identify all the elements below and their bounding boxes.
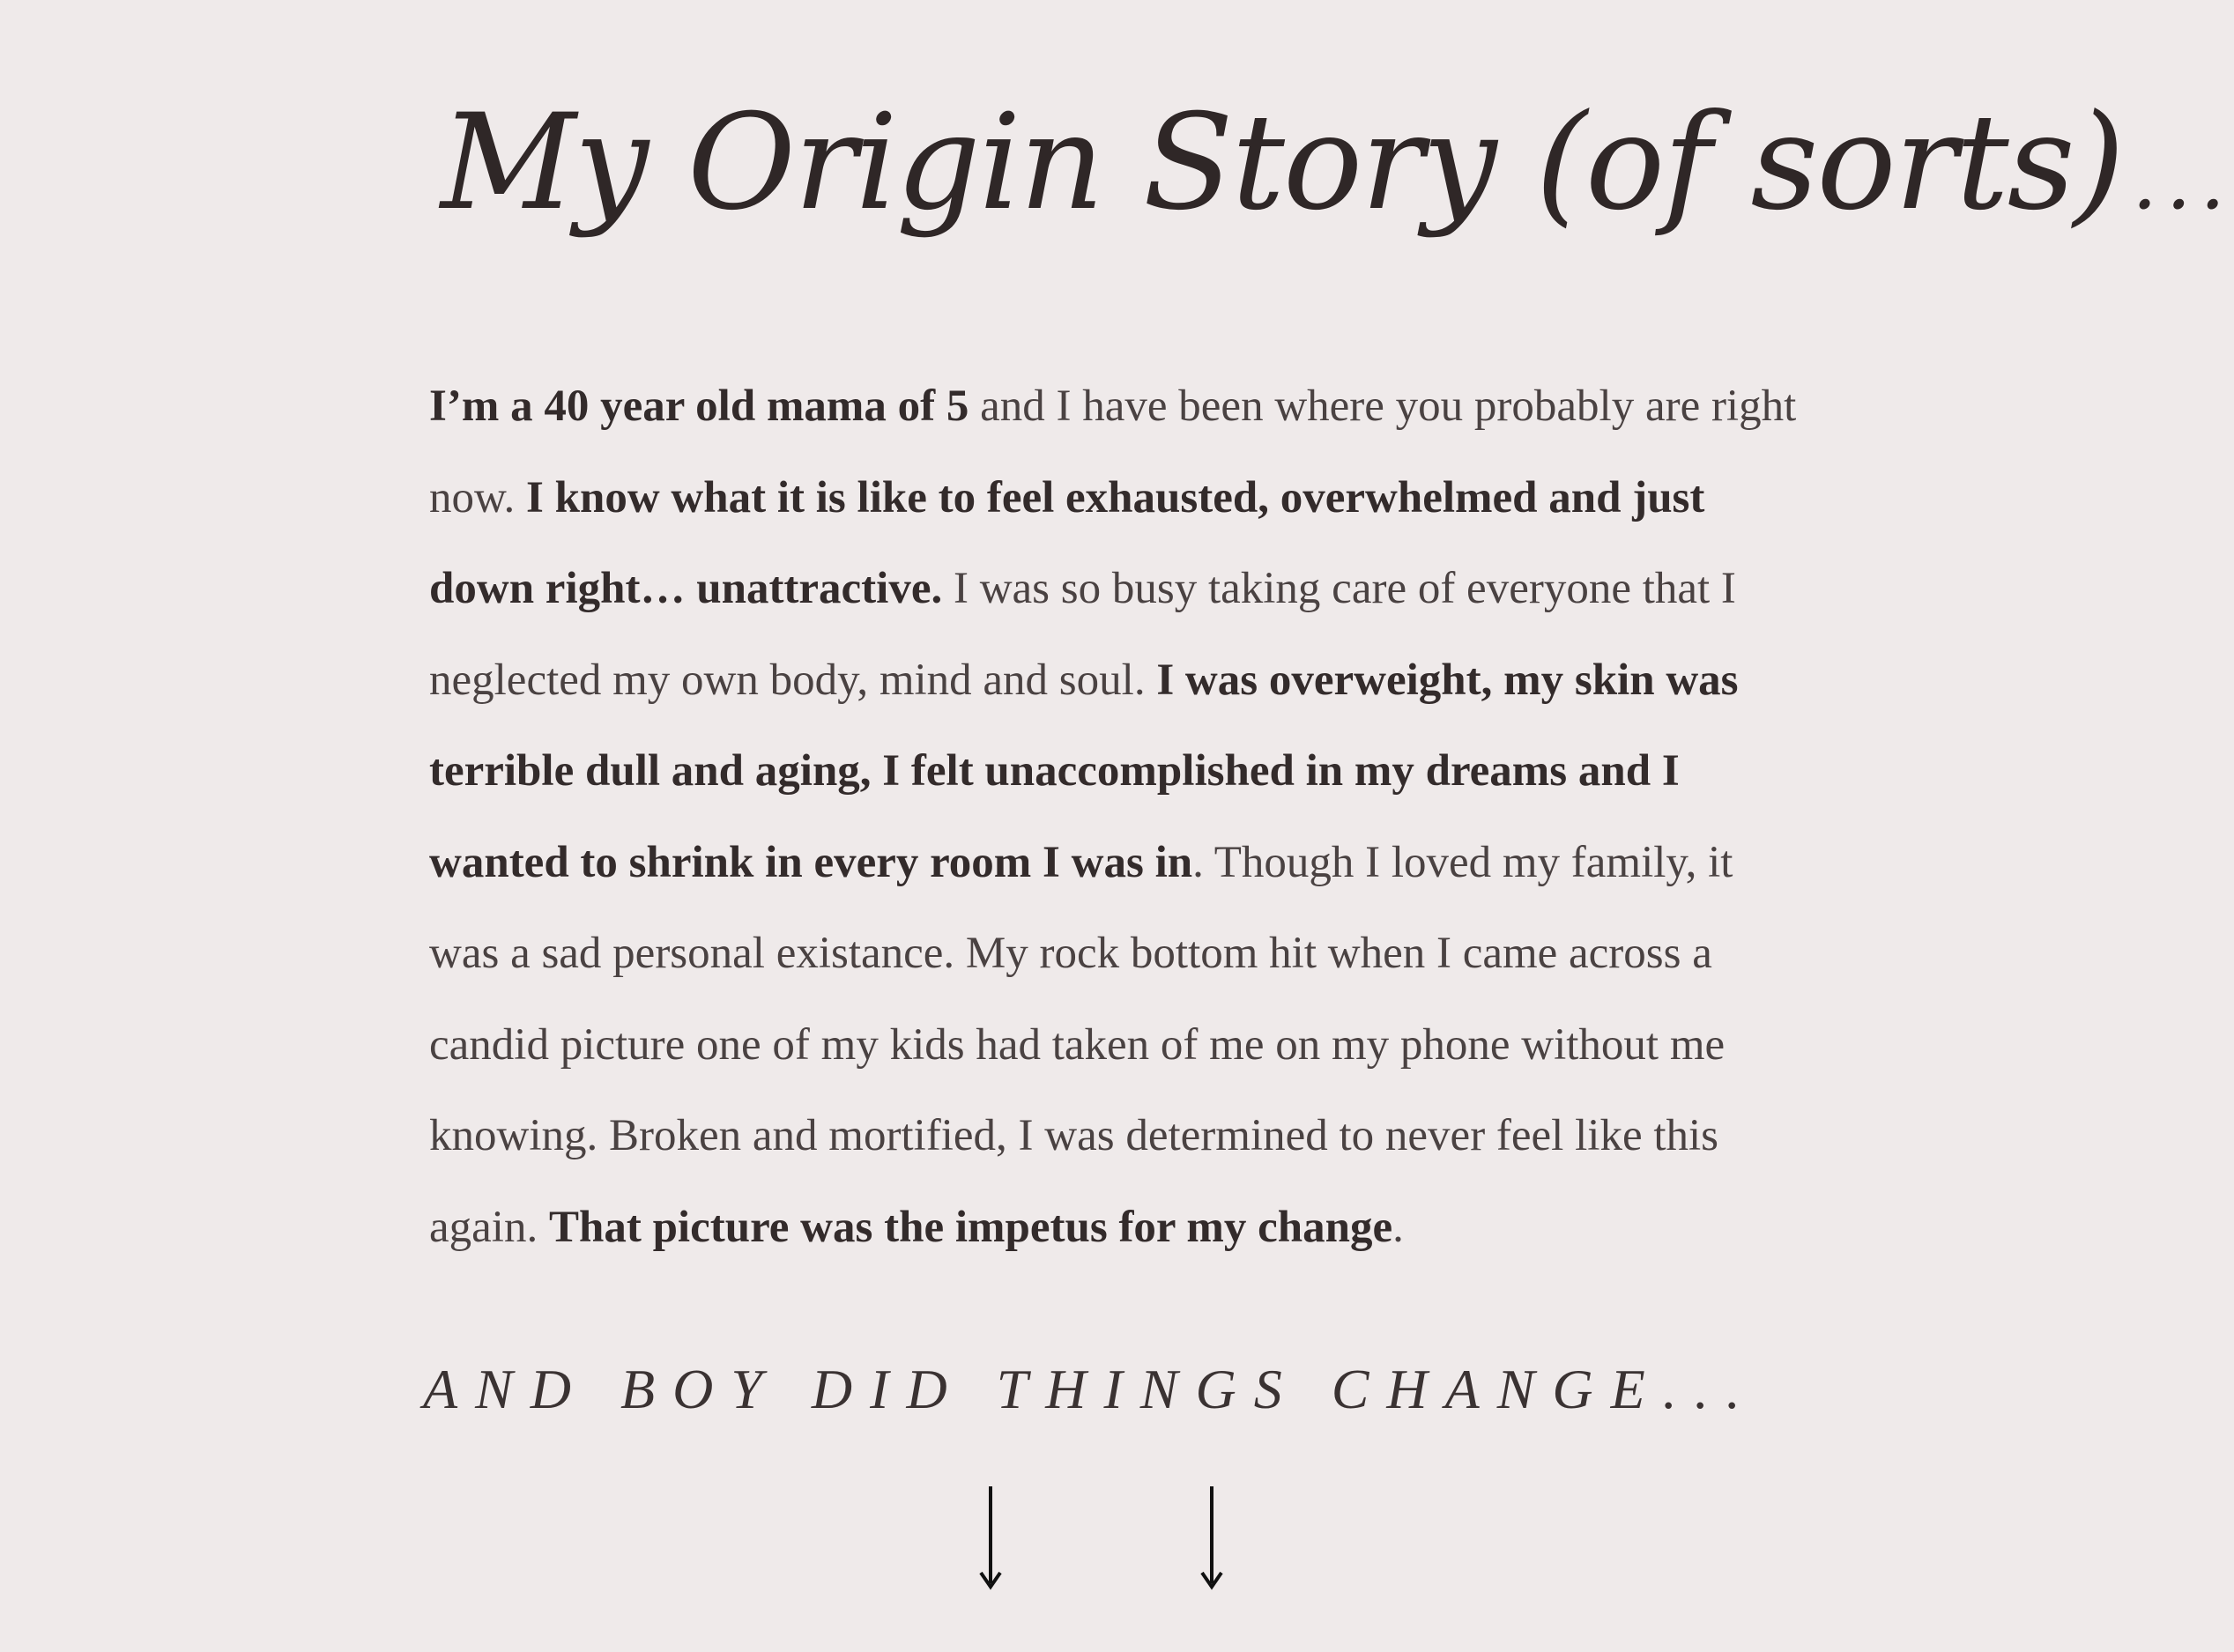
arrow-down-icon <box>1194 1485 1229 1590</box>
story-segment-bold: I’m a 40 year old mama of 5 <box>429 382 969 431</box>
story-segment: and I have been where you probably are right now. <box>429 382 1797 522</box>
page-title-text: My Origin Story (of sorts) <box>441 86 2124 240</box>
tagline: AND BOY DID THINGS CHANGE... <box>423 1358 1758 1420</box>
story-segment: . Though I loved my family, it was a sad personal existance. My rock bottom hit when I came across a candid picture one of my kids had taken of me on my phone without me knowing. Broken and mortified, I was determined to never feel like this again. <box>429 837 1733 1252</box>
page-title-ellipsis: ... <box>2132 135 2234 227</box>
story-segment: I was so busy taking care of everyone that I neglected my own body, mind and soul. <box>429 564 1736 705</box>
story-segment-bold: I know what it is like to feel exhausted, overwhelmed and just down right… unattractive. <box>429 472 1705 613</box>
story-paragraph <box>429 361 1804 1273</box>
story-segment-bold: I was overweight, my skin was terrible dull and aging, I felt unaccomplished in my dreams and I wanted to shrink in every room I was in <box>429 655 1739 887</box>
arrow-down-icon <box>973 1485 1008 1590</box>
story-segment-bold: That picture was the impetus for my change <box>548 1202 1393 1252</box>
story-segment: . <box>1392 1202 1404 1252</box>
page-title <box>441 75 2234 270</box>
